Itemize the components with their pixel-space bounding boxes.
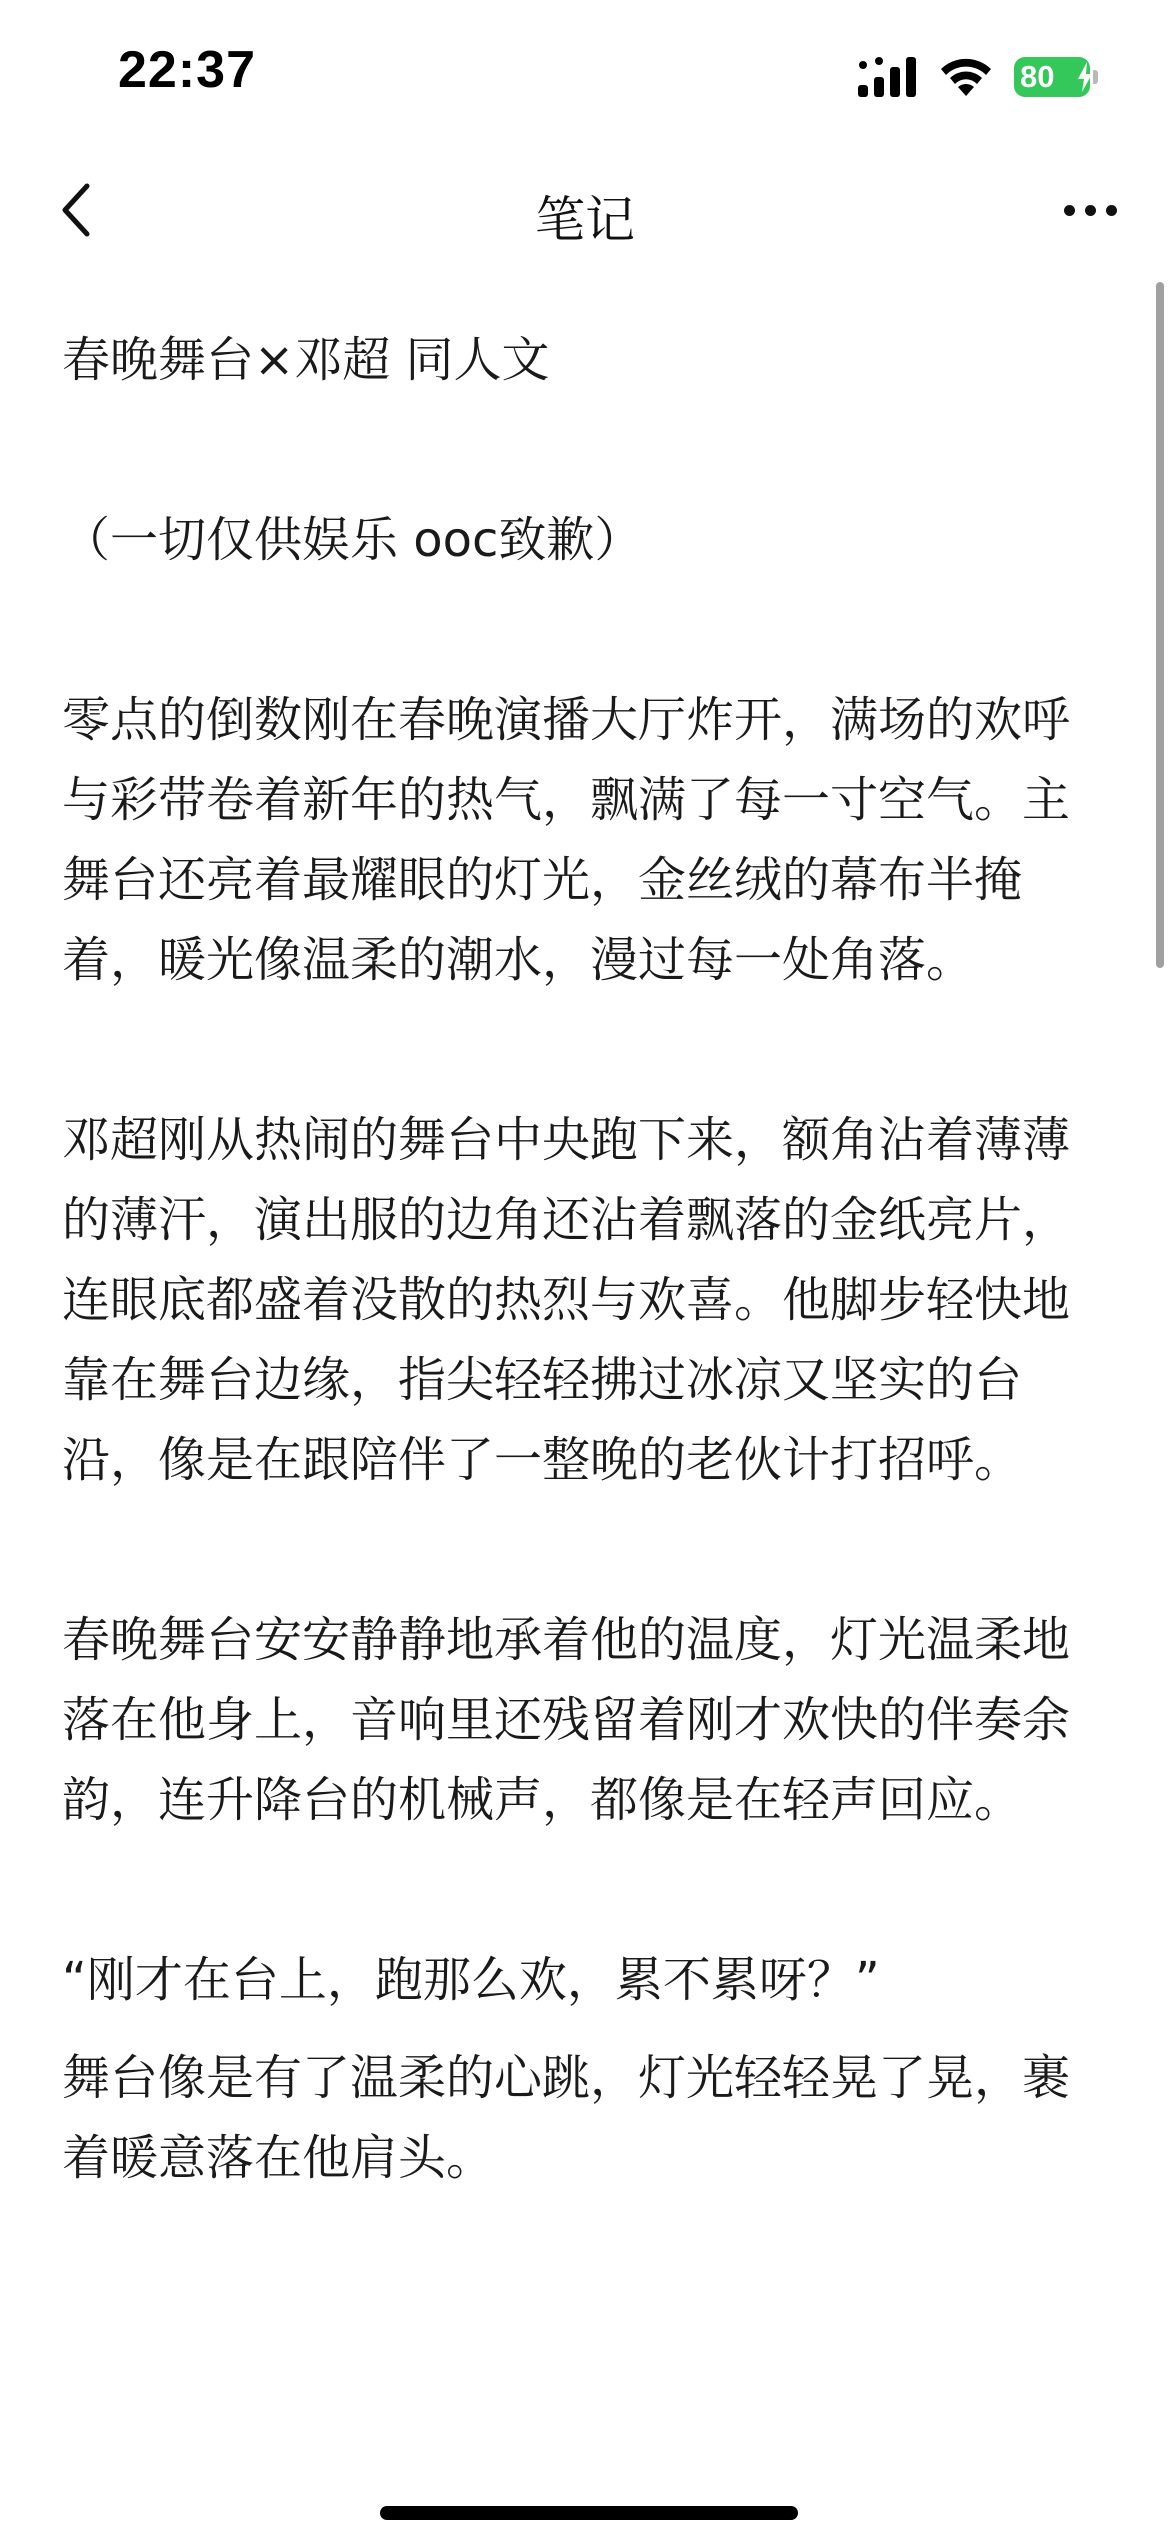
page-title: 笔记	[535, 191, 635, 249]
status-bar	[0, 0, 1170, 150]
more-button[interactable]	[1050, 180, 1130, 240]
note-disclaimer: （一切仅供娱乐 ooc致歉）	[62, 512, 643, 568]
note-paragraph: 邓超刚从热闹的舞台中央跑下来，额角沾着薄薄的薄汗，演出服的边角还沾着飘落的金纸亮片，连眼底都盛着没散的热烈与欢喜。他脚步轻快地靠在舞台边缘，指尖轻轻拂过冰凉又坚实的台沿，像是在跟陪伴了一整晚的老伙计打招呼。	[62, 1112, 1071, 1488]
nav-bar	[0, 150, 1170, 270]
note-title: 春晚舞台×邓超 同人文	[62, 332, 550, 388]
signal-icon	[856, 55, 918, 99]
home-indicator[interactable]	[380, 2506, 798, 2520]
note-paragraph: 春晚舞台安安静静地承着他的温度，灯光温柔地落在他身上，音响里还残留着刚才欢快的伴奏余韵，连升降台的机械声，都像是在轻声回应。	[62, 1612, 1071, 1828]
wifi-icon	[938, 56, 994, 98]
more-dot	[1106, 205, 1117, 216]
status-icons	[856, 52, 1098, 102]
more-dot	[1085, 205, 1096, 216]
battery-icon	[1014, 57, 1098, 97]
battery-percent: 80	[1020, 59, 1055, 94]
note-dialogue: “刚才在台上，跑那么欢，累不累呀？”	[62, 1952, 880, 2008]
note-paragraph: 零点的倒数刚在春晚演播大厅炸开，满场的欢呼与彩带卷着新年的热气，飘满了每一寸空气。主舞台还亮着最耀眼的灯光，金丝绒的幕布半掩着，暖光像温柔的潮水，漫过每一处角落。	[62, 692, 1071, 988]
note-paragraph: 舞台像是有了温柔的心跳，灯光轻轻晃了晃，裹着暖意落在他肩头。	[62, 2050, 1071, 2186]
note-body[interactable]	[62, 320, 1102, 2198]
charging-bolt-icon	[1076, 61, 1094, 93]
status-time: 22:37	[118, 41, 256, 99]
more-horizontal-icon	[1064, 205, 1075, 216]
scrollbar[interactable]	[1156, 282, 1164, 968]
